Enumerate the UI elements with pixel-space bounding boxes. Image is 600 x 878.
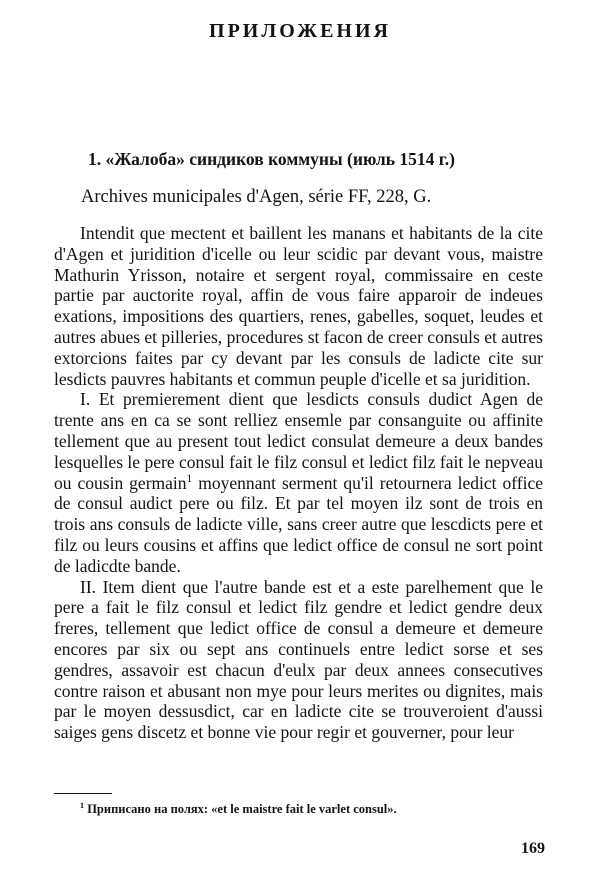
running-head: ПРИЛОЖЕНИЯ [209, 20, 391, 42]
footnote-reference: 1 [186, 472, 193, 485]
item-1-text-b: moyennant serment qu'il retournera ledict office de consul audict pere ou filz. Et par tel moyen ilz sont de trois en trois ans consuls de ladicte ville, sans creer autre que lescdicts pere et filz ou leurs cousins et affins que ledict office de consul ne sort point de ladicdte bande. [54, 472, 543, 576]
footnote-text: Приписано на полях: «et le maistre fait le varlet consul». [87, 802, 397, 816]
footnote-marker: 1 [80, 800, 85, 810]
page-number: 169 [521, 840, 545, 857]
item-1-text-a: I. Et premierement dient que lesdicts consuls dudict Agen de trente ans en ca se sont relliez ensemle par consanguite ou affinite tellement que au present tout ledict consulat demeure a deux bandes lesquelles le pere consul fait le filz consul et ledict filz fait le nepveau ou cousin germain [54, 389, 543, 493]
body-text [54, 223, 543, 743]
item-2-paragraph: II. Item dient que l'autre bande est et a este parelhement que le pere a fait le filz consul et ledict filz gendre et ledict gendre deux freres, tellement que ledict office de consul a demeure et demeure encores par six ou sept ans continuels entre ledict sorse et ses gendres, assavoir est chacun d'eulx par deux annees consecutives contre raison et abusant non mye pour leurs merites ou dignites, mais par le moyen dessusdict, car en ladicte cite se trouveroient d'aussi saiges gens discetz et bonne vie pour regir et gouverner, pour leur [54, 576, 543, 743]
intro-paragraph: Intendit que mectent et baillent les manans et habitants de la cite d'Agen et juridition d'icelle ou leur scidic par devant vous, maistre Mathurin Yrisson, notaire et sergent royal, commissaire en ceste partie par auctorite royal, affin de vous faire apparoir de indeues exations, impositions des quartiers, renes, gabelles, soquet, leudes et autres abues et pilleries, procedures st facon de creer consuls et autres extorcions faites par cy devant par les consuls de ladicte cite sur lesdicts pauvres habitants et commun peuple d'icelle et sa juridition. [54, 223, 543, 389]
archive-source: Archives municipales d'Agen, série FF, 228, G. [81, 187, 432, 207]
item-1-paragraph [54, 389, 543, 576]
footnote-divider [54, 793, 112, 794]
footnote [54, 802, 543, 817]
section-title: 1. «Жалоба» синдиков коммуны (июль 1514 г.) [88, 149, 455, 169]
